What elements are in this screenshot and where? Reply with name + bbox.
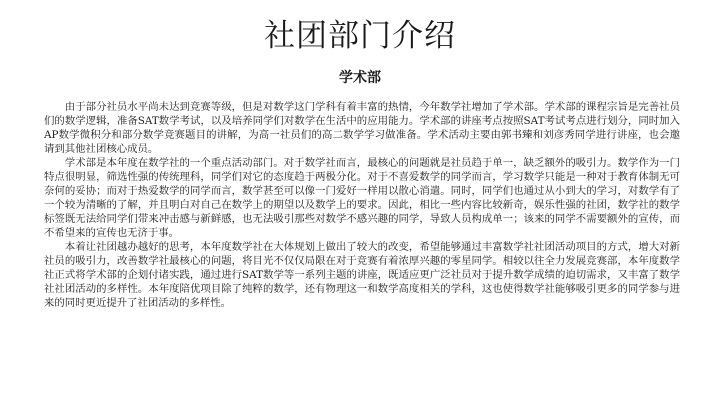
paragraph: 本着让社团越办越好的思考，本年度数学社在大体规划上做出了较大的改变，希望能够通过丰富数学社社团活动项目的方式，增大对新社员的吸引力，改善数学社最核心的问题，将目光不仅仅局限在对于竞赛有着浓厚兴趣的零星同学。相较以往全力发展竞赛部，本年度数学社正式将学术部的企划付诸实践，通过进行SAT数学等一系列主题的讲座，既适应更广泛社员对于提升数学成绩的迫切需求，又丰富了数学社社团活动的多样性。本年度陪优项目除了纯粹的数学，还有物理这一和数学高度相关的学科，这也使得数学社能够吸引更多的同学参与进来的同时更近提升了社团活动的多样性。	[44, 241, 680, 309]
paragraph: 学术部是本年度在数学社的一个重点活动部门。对于数学社而言，最核心的问题就是社员趋于单一，缺乏额外的吸引力。数学作为一门特点很明显，筛选性强的传统理科，同学们对它的态度趋于两极分化。对于不喜爱数学的同学而言，学习数学只能是一种对于教育体制无可奈何的妥协；而对于热爱数学的同学而言，数学甚至可以像一门爱好一样用以散心消遣。同时，同学们也通过从小到大的学习，对数学有了一个较为清晰的了解，并且明白对自己在数学上的期望以及数学上的要求。因此，相比一些内容比较新奇，娱乐性强的社团，数学社的数学标签既无法给同学们带来冲击感与新鲜感，也无法吸引那些对数学不感兴趣的同学，导致人员构成单一；该来的同学不需要额外的宣传，而不希望来的宣传也无济于事。	[44, 157, 680, 239]
page-title: 社团部门介绍	[264, 18, 456, 54]
paragraph: 由于部分社员水平尚未达到竞赛等级，但是对数学这门学科有着丰富的热情，今年数学社增加了学术部。学术部的课程宗旨是完善社员们的数学逻辑，准备SAT数学考试，以及培养同学们对数学在生活中的应用能力。学术部的讲座考点按照SAT考试考点进行划分，同时加入AP数学微积分和部分数学竞赛题目的讲解，为高一社员们的高二数学学习做准备。学术活动主要由郭书臻和刘彦秀同学进行讲座，也会邀请到其他社团核心成员。	[44, 101, 680, 155]
body-text	[44, 100, 680, 310]
section-title: 学术部	[339, 70, 381, 86]
